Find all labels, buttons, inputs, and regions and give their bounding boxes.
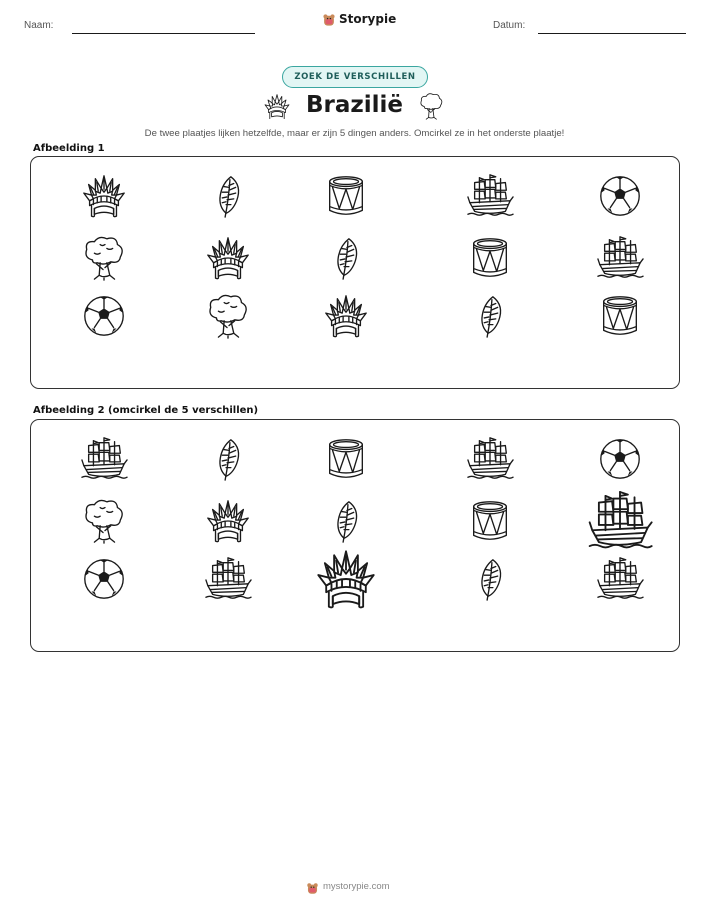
bear-icon — [322, 12, 336, 26]
bear-icon — [306, 880, 319, 893]
feather-icon[interactable] — [466, 555, 514, 603]
tree-icon — [80, 234, 128, 282]
activity-badge: ZOEK DE VERSCHILLEN — [282, 66, 428, 88]
football-icon[interactable] — [596, 435, 644, 483]
headdress-icon — [204, 234, 252, 282]
date-field[interactable] — [538, 33, 686, 34]
headdress-icon — [322, 292, 370, 340]
headdress-icon[interactable] — [204, 497, 252, 545]
instructions-text: De twee plaatjes lijken hetzelfde, maar er zijn 5 dingen anders. Omcirkel ze in het onderste plaatje! — [144, 128, 565, 139]
tree-icon — [416, 91, 446, 121]
footer — [306, 880, 390, 893]
feather-icon[interactable] — [204, 435, 252, 483]
headdress-icon — [80, 172, 128, 220]
drum-icon — [466, 234, 514, 282]
drum-icon[interactable] — [322, 435, 370, 483]
brand-name: Storypie — [339, 12, 397, 26]
feather-icon — [204, 172, 252, 220]
picture-2-label: Afbeelding 2 (omcirkel de 5 verschillen) — [33, 405, 259, 416]
ship-icon[interactable] — [204, 555, 252, 603]
name-label: Naam: — [24, 20, 54, 31]
feather-icon — [466, 292, 514, 340]
ship-icon — [596, 234, 644, 282]
picture-1-label: Afbeelding 1 — [33, 143, 105, 154]
drum-icon[interactable] — [466, 497, 514, 545]
football-icon — [596, 172, 644, 220]
tree-icon — [204, 292, 252, 340]
date-label: Datum: — [493, 20, 526, 31]
drum-icon — [322, 172, 370, 220]
name-field[interactable] — [72, 33, 255, 34]
football-icon[interactable] — [80, 555, 128, 603]
page-title: Brazilië — [305, 92, 404, 118]
headdress-icon[interactable] — [313, 546, 379, 612]
brand-logo — [322, 12, 396, 26]
tree-icon[interactable] — [80, 497, 128, 545]
footer-url: mystorypie.com — [323, 881, 390, 892]
drum-icon — [596, 292, 644, 340]
ship-icon[interactable] — [80, 435, 128, 483]
ship-icon[interactable] — [466, 435, 514, 483]
feather-icon — [322, 234, 370, 282]
ship-icon[interactable] — [596, 555, 644, 603]
feather-icon[interactable] — [322, 497, 370, 545]
football-icon — [80, 292, 128, 340]
ship-icon — [466, 172, 514, 220]
ship-icon[interactable] — [587, 488, 653, 554]
